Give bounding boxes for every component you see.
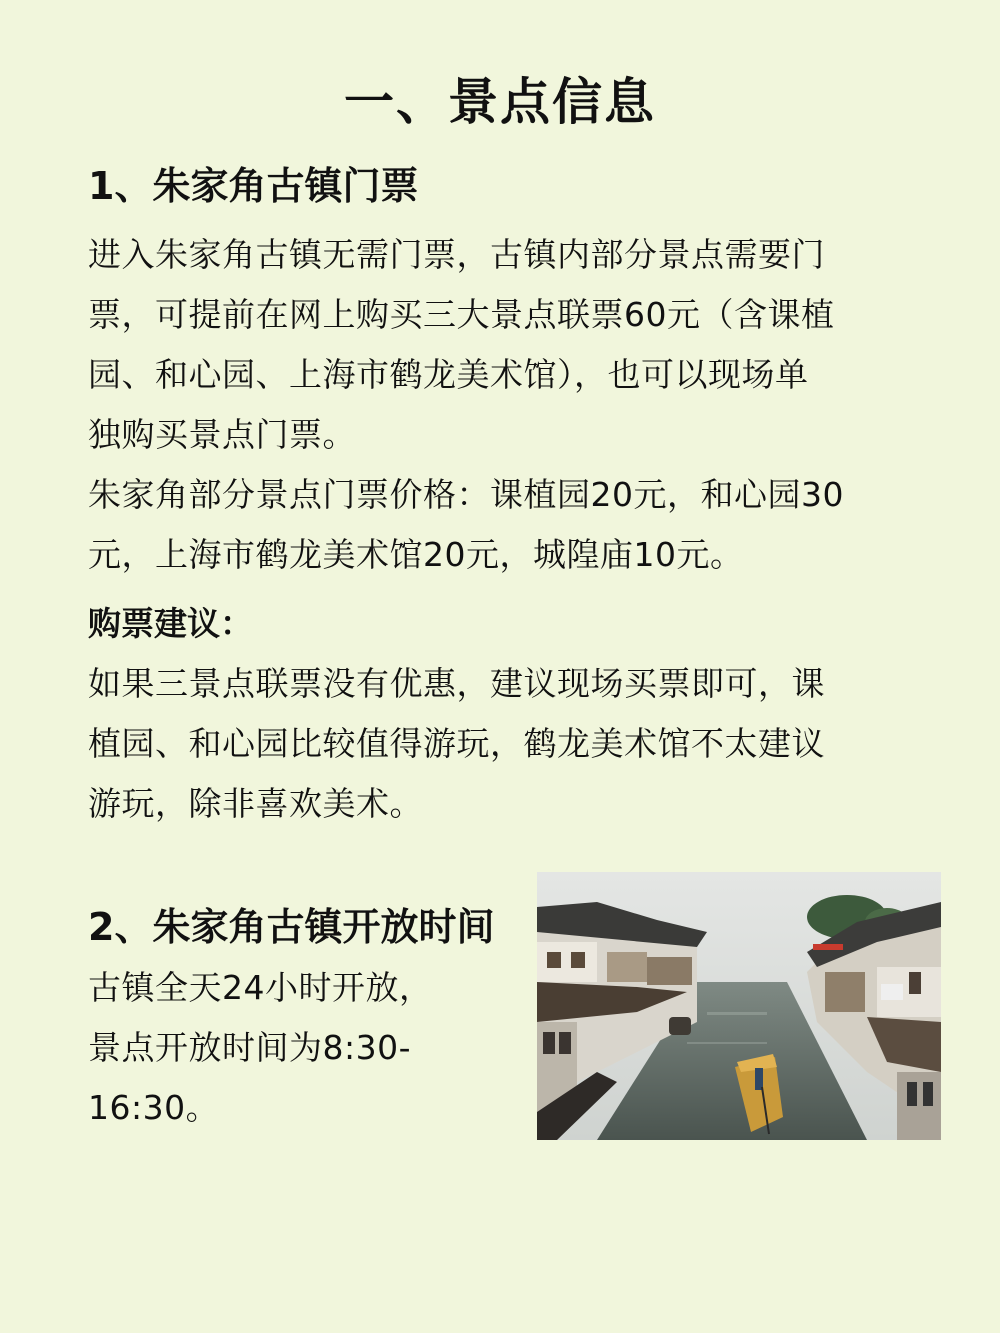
text-line: 游玩，除非喜欢美术。 bbox=[88, 784, 423, 823]
text-line: 园、和心园、上海市鹤龙美术馆），也可以现场单 bbox=[88, 355, 809, 394]
text-line: 古镇全天24小时开放， bbox=[88, 968, 433, 1007]
text-line: 元，上海市鹤龙美术馆20元，城隍庙10元。 bbox=[88, 535, 744, 574]
text-line: 票，可提前在网上购买三大景点联票60元（含课植 bbox=[88, 295, 835, 334]
text-line: 朱家角部分景点门票价格：课植园20元，和心园30 bbox=[88, 475, 844, 514]
page-title: 一、景点信息 bbox=[344, 73, 656, 131]
text-line: 植园、和心园比较值得游玩，鹤龙美术馆不太建议 bbox=[88, 724, 825, 763]
advice-paragraph bbox=[88, 654, 918, 834]
text-line: 进入朱家角古镇无需门票，古镇内部分景点需要门 bbox=[88, 235, 825, 274]
hours-paragraph bbox=[88, 958, 528, 1138]
section1-heading: 1、朱家角古镇门票 bbox=[88, 164, 419, 208]
price-paragraph bbox=[88, 465, 918, 585]
section2-heading: 2、朱家角古镇开放时间 bbox=[88, 905, 495, 949]
text-line: 16:30。 bbox=[88, 1088, 220, 1127]
text-line: 独购买景点门票。 bbox=[88, 415, 356, 454]
text-line: 景点开放时间为8:30- bbox=[88, 1028, 412, 1067]
ticket-paragraph bbox=[88, 225, 918, 465]
text-line: 如果三景点联票没有优惠，建议现场买票即可，课 bbox=[88, 664, 825, 703]
advice-label: 购票建议： bbox=[88, 604, 253, 643]
water-town-photo bbox=[537, 872, 941, 1140]
